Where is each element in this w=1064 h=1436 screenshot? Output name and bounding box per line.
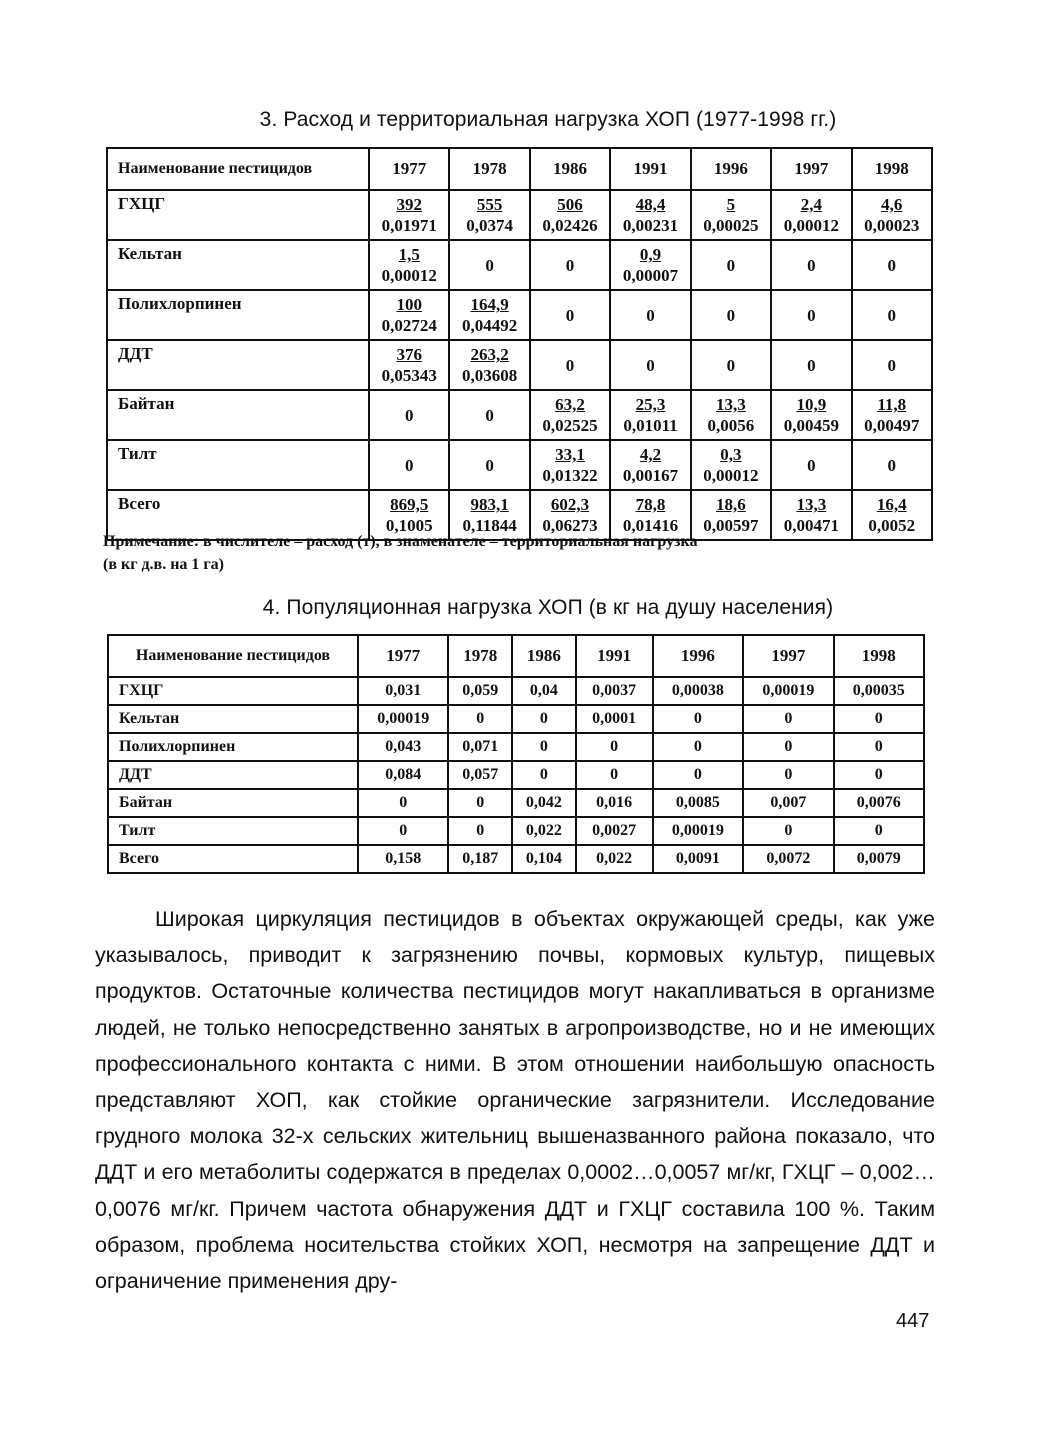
- row-name-cell: Полихлорпинен: [107, 290, 369, 340]
- value-cell: 0: [743, 817, 833, 845]
- value-cell: [530, 340, 610, 390]
- value-cell: 0: [448, 817, 512, 845]
- value-cell: 0,057: [448, 761, 512, 789]
- value-cell: 0,016: [576, 789, 653, 817]
- consumption-value: 100: [396, 295, 422, 314]
- consumption-value: 0,3: [720, 445, 742, 464]
- consumption-value: 164,9: [470, 295, 509, 314]
- load-value: 0,0374: [466, 216, 513, 235]
- load-value: 0,00012: [703, 466, 759, 485]
- table-row: [107, 340, 932, 390]
- value-cell: 0: [834, 761, 924, 789]
- value-cell: 0,04: [512, 677, 576, 705]
- value-cell: 0,00019: [358, 705, 448, 733]
- value-cell: [610, 340, 690, 390]
- value-cell: [771, 240, 851, 290]
- consumption-value: 983,1: [470, 495, 509, 514]
- value-cell: [771, 440, 851, 490]
- consumption-value: 5: [726, 195, 736, 214]
- value-cell: [771, 390, 851, 440]
- header-year-cell: 1986: [512, 635, 576, 677]
- row-name-cell: ГХЦГ: [107, 190, 369, 240]
- table-row: [108, 733, 924, 761]
- header-name-cell: Наименование пестицидов: [108, 635, 358, 677]
- load-value: 0,00025: [703, 216, 759, 235]
- header-year-cell: 1991: [576, 635, 653, 677]
- load-value: 0,00023: [864, 216, 920, 235]
- consumption-value: 555: [476, 195, 503, 214]
- value-cell: [449, 290, 529, 340]
- table-row: [108, 817, 924, 845]
- consumption-value: 2,4: [800, 195, 822, 214]
- zero-value: 0: [887, 305, 897, 325]
- table-row: [107, 190, 932, 240]
- zero-value: 0: [646, 305, 655, 325]
- zero-value: 0: [887, 355, 897, 375]
- load-value: 0,00459: [783, 416, 839, 435]
- value-cell: 0: [512, 733, 576, 761]
- value-cell: 0: [653, 705, 743, 733]
- value-cell: 0: [653, 761, 743, 789]
- value-cell: 0: [834, 705, 924, 733]
- value-cell: [610, 240, 690, 290]
- load-value: 0,02426: [542, 216, 598, 235]
- value-cell: [852, 340, 932, 390]
- value-cell: [449, 390, 529, 440]
- header-name-cell: Наименование пестицидов: [107, 148, 369, 190]
- consumption-value: 13,3: [796, 495, 827, 514]
- consumption-value: 78,8: [635, 495, 666, 514]
- consumption-value: 4,2: [639, 445, 662, 464]
- value-cell: [449, 440, 529, 490]
- load-value: 0,0052: [868, 516, 916, 535]
- note-line: (в кг д.в. на 1 га): [103, 556, 224, 573]
- load-value: 0,06273: [542, 516, 598, 535]
- consumption-value: 506: [557, 195, 583, 214]
- value-cell: 0,0027: [576, 817, 653, 845]
- value-cell: [771, 190, 851, 240]
- value-cell: 0,022: [512, 817, 576, 845]
- zero-value: 0: [565, 305, 575, 325]
- load-value: 0,00471: [783, 516, 839, 535]
- zero-value: 0: [807, 455, 816, 475]
- load-value: 0,0056: [707, 416, 755, 435]
- table-header-row: [107, 148, 932, 190]
- consumption-value: 33,1: [555, 445, 585, 464]
- population-load-table: [107, 634, 925, 874]
- header-year-cell: 1991: [610, 148, 690, 190]
- value-cell: [691, 190, 771, 240]
- table1-title: 3. Расход и территориальная нагрузка ХОП (1977-1998 гг.): [259, 108, 837, 131]
- value-cell: [530, 190, 610, 240]
- table-row: [108, 761, 924, 789]
- value-cell: 0,0037: [576, 677, 653, 705]
- value-cell: 0,00019: [743, 677, 833, 705]
- value-cell: [369, 440, 449, 490]
- value-cell: 0,158: [358, 845, 448, 873]
- table-row: [107, 240, 932, 290]
- consumption-value: 1,5: [398, 245, 420, 264]
- value-cell: [449, 190, 529, 240]
- load-value: 0,00497: [864, 416, 920, 435]
- consumption-value: 25,3: [635, 395, 666, 414]
- value-cell: [449, 240, 529, 290]
- value-cell: 0: [448, 789, 512, 817]
- header-year-cell: 1997: [771, 148, 851, 190]
- value-cell: [610, 390, 690, 440]
- zero-value: 0: [726, 305, 736, 325]
- value-cell: [369, 290, 449, 340]
- value-cell: 0,0091: [653, 845, 743, 873]
- zero-value: 0: [485, 405, 494, 425]
- load-value: 0,00597: [703, 516, 759, 535]
- value-cell: [369, 190, 449, 240]
- load-value: 0,11844: [462, 516, 517, 535]
- value-cell: [771, 290, 851, 340]
- value-cell: [530, 290, 610, 340]
- zero-value: 0: [485, 255, 494, 275]
- body-paragraph: Широкая циркуляция пестицидов в объектах окружающей среды, как уже указывалось, приводит к загрязнению почвы, кормовых культур, пищевых продуктов. Остаточные количества пестицидов могут накапливаться в организме людей, не только непосредственно занятых в агропроизводстве, но и не имеющих профессионального контакта с ними. В этом отношении наибольшую опасность представляют ХОП, как стойкие органические загрязнители. Исследование грудного молока 32-х сельских жительниц вышеназванного района показало, что ДДТ и его метаболиты содержатся в пределах 0,0002…0,0057 мг/кг, ГХЦГ – 0,002…0,0076 мг/кг. Причем частота обнаружения ДДТ и ГХЦГ составила 100 %. Таким образом, проблема носительства стойких ХОП, несмотря на запрещение ДДТ и ограничение применения дру-: [95, 907, 935, 1294]
- load-value: 0,00012: [381, 266, 437, 285]
- row-name-cell: Тилт: [107, 440, 369, 490]
- value-cell: 0,042: [512, 789, 576, 817]
- header-year-cell: 1998: [834, 635, 924, 677]
- value-cell: [369, 340, 449, 390]
- header-year-cell: 1996: [653, 635, 743, 677]
- load-value: 0,00012: [783, 216, 839, 235]
- value-cell: 0: [743, 705, 833, 733]
- zero-value: 0: [646, 355, 655, 375]
- table-row: [107, 290, 932, 340]
- zero-value: 0: [485, 455, 494, 475]
- zero-value: 0: [887, 255, 897, 275]
- consumption-value: 602,3: [550, 495, 590, 514]
- table-row: [108, 705, 924, 733]
- table1-note: [103, 530, 923, 576]
- zero-value: 0: [807, 355, 816, 375]
- header-year-cell: 1977: [358, 635, 448, 677]
- value-cell: 0: [358, 789, 448, 817]
- load-value: 0,01322: [542, 466, 598, 485]
- zero-value: 0: [726, 255, 736, 275]
- value-cell: 0,104: [512, 845, 576, 873]
- value-cell: 0: [576, 733, 653, 761]
- consumption-value: 0,9: [639, 245, 662, 264]
- value-cell: 0,00035: [834, 677, 924, 705]
- zero-value: 0: [404, 455, 414, 475]
- load-value: 0,01416: [622, 516, 679, 535]
- value-cell: 0: [576, 761, 653, 789]
- row-name-cell: ГХЦГ: [108, 677, 358, 705]
- header-year-cell: 1978: [449, 148, 529, 190]
- consumption-value: 392: [396, 195, 422, 214]
- value-cell: 0,007: [743, 789, 833, 817]
- table2-title: 4. Популяционная нагрузка ХОП (в кг на душу населения): [262, 596, 834, 619]
- value-cell: [691, 440, 771, 490]
- consumption-value: 16,4: [876, 495, 907, 514]
- header-year-cell: 1977: [369, 148, 449, 190]
- value-cell: [530, 240, 610, 290]
- value-cell: 0: [358, 817, 448, 845]
- consumption-value: 376: [396, 345, 422, 364]
- value-cell: [530, 440, 610, 490]
- value-cell: [449, 340, 529, 390]
- load-value: 0,02724: [381, 316, 437, 335]
- consumption-value: 13,3: [716, 395, 746, 414]
- value-cell: 0: [743, 761, 833, 789]
- zero-value: 0: [726, 355, 736, 375]
- value-cell: [771, 340, 851, 390]
- page-number: 447: [896, 1310, 930, 1332]
- consumption-value: 10,9: [796, 395, 827, 414]
- row-name-cell: Байтан: [108, 789, 358, 817]
- load-value: 0,04492: [462, 316, 518, 335]
- zero-value: 0: [404, 405, 414, 425]
- load-value: 0,01011: [623, 416, 678, 435]
- zero-value: 0: [807, 305, 816, 325]
- value-cell: 0: [512, 705, 576, 733]
- header-year-cell: 1996: [691, 148, 771, 190]
- table-header-row: [108, 635, 924, 677]
- row-name-cell: Полихлорпинен: [108, 733, 358, 761]
- value-cell: [691, 340, 771, 390]
- value-cell: 0: [743, 733, 833, 761]
- value-cell: [610, 290, 690, 340]
- value-cell: 0,0001: [576, 705, 653, 733]
- value-cell: [691, 240, 771, 290]
- table-row: [108, 789, 924, 817]
- row-name-cell: Всего: [107, 490, 369, 540]
- consumption-value: 63,2: [555, 395, 585, 414]
- consumption-value: 18,6: [716, 495, 746, 514]
- table-row: [108, 845, 924, 873]
- note-line: Примечание: в числителе – расход (т), в знаменателе – территориальная нагрузка: [103, 533, 698, 550]
- value-cell: [852, 240, 932, 290]
- header-year-cell: 1978: [448, 635, 512, 677]
- value-cell: 0: [653, 733, 743, 761]
- zero-value: 0: [565, 355, 575, 375]
- value-cell: 0: [834, 817, 924, 845]
- row-name-cell: ДДТ: [107, 340, 369, 390]
- header-year-cell: 1998: [852, 148, 932, 190]
- load-value: 0,05343: [381, 366, 437, 385]
- value-cell: 0,031: [358, 677, 448, 705]
- value-cell: [852, 390, 932, 440]
- zero-value: 0: [807, 255, 816, 275]
- value-cell: 0,059: [448, 677, 512, 705]
- row-name-cell: Кельтан: [107, 240, 369, 290]
- load-value: 0,01971: [381, 216, 437, 235]
- load-value: 0,1005: [385, 516, 433, 535]
- value-cell: 0,00038: [653, 677, 743, 705]
- consumption-value: 48,4: [635, 195, 666, 214]
- value-cell: 0,0072: [743, 845, 833, 873]
- value-cell: 0,187: [448, 845, 512, 873]
- value-cell: 0: [512, 761, 576, 789]
- value-cell: [852, 440, 932, 490]
- value-cell: 0,0079: [834, 845, 924, 873]
- table-row: [108, 677, 924, 705]
- load-value: 0,03608: [462, 366, 518, 385]
- value-cell: [852, 290, 932, 340]
- row-name-cell: Тилт: [108, 817, 358, 845]
- load-value: 0,02525: [542, 416, 598, 435]
- consumption-value: 11,8: [877, 395, 907, 414]
- value-cell: 0,0076: [834, 789, 924, 817]
- row-name-cell: Всего: [108, 845, 358, 873]
- value-cell: [530, 390, 610, 440]
- value-cell: 0: [834, 733, 924, 761]
- value-cell: [369, 240, 449, 290]
- value-cell: 0,00019: [653, 817, 743, 845]
- value-cell: [369, 390, 449, 440]
- consumption-value: 869,5: [390, 495, 429, 514]
- zero-value: 0: [887, 455, 897, 475]
- row-name-cell: Кельтан: [108, 705, 358, 733]
- header-year-cell: 1997: [743, 635, 833, 677]
- value-cell: 0,022: [576, 845, 653, 873]
- load-value: 0,00231: [622, 216, 679, 235]
- row-name-cell: ДДТ: [108, 761, 358, 789]
- table-row: [107, 440, 932, 490]
- value-cell: [610, 190, 690, 240]
- row-name-cell: Байтан: [107, 390, 369, 440]
- consumption-value: 263,2: [470, 345, 509, 364]
- header-year-cell: 1986: [530, 148, 610, 190]
- value-cell: [691, 290, 771, 340]
- value-cell: [852, 190, 932, 240]
- value-cell: 0: [448, 705, 512, 733]
- value-cell: [691, 390, 771, 440]
- zero-value: 0: [565, 255, 575, 275]
- load-value: 0,00167: [622, 466, 679, 485]
- value-cell: 0,0085: [653, 789, 743, 817]
- table-row: [107, 390, 932, 440]
- value-cell: [610, 440, 690, 490]
- value-cell: 0,084: [358, 761, 448, 789]
- consumption-table: [106, 147, 933, 541]
- value-cell: 0,071: [448, 733, 512, 761]
- consumption-value: 4,6: [881, 195, 903, 214]
- value-cell: 0,043: [358, 733, 448, 761]
- load-value: 0,00007: [622, 266, 679, 285]
